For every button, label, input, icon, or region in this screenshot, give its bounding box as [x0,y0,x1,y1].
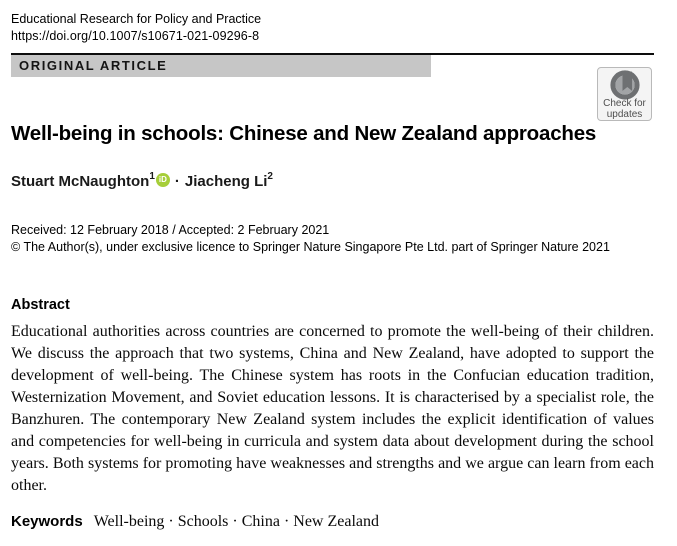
keywords-list: Well-being · Schools · China · New Zealand [93,513,379,530]
article-type-banner: ORIGINAL ARTICLE [11,55,431,77]
crossmark-icon [610,70,640,100]
check-for-updates-label: Check for updates [603,98,646,120]
check-for-updates-badge[interactable] [597,67,652,121]
article-meta [11,222,653,256]
received-accepted-line: Received: 12 February 2018 / Accepted: 2 February 2021 [11,223,330,237]
abstract-text: Educational authorities across countries are concerned to promote the well-being of their children. We discuss the approach that two systems, China and New Zealand, have adopted to support the development of well-being. The Chinese system has roots in the Confucian education tradition, Westernization Movement, and Soviet education lessons. It is characterised by a specialist role, the Banzhuren. The contemporary New Zealand system includes the explicit identification of values and competencies for well-being in curricula and system data about development during the school years. Both systems for promoting have weaknesses and strengths and we argue can learn from each other. [11,323,654,494]
journal-name: Educational Research for Policy and Practice [11,12,262,26]
authors-line [11,172,653,192]
author-1: Stuart McNaughton$^1$ [11,171,155,190]
article-title: Well-being in schools: Chinese and New Zealand approaches [11,122,597,145]
author-1-affiliation-mark: 1 [149,171,155,182]
copyright-line: © The Author(s), under exclusive licence to Springer Nature Singapore Pte Ltd. part of Springer Nature 2021 [11,240,610,254]
author-2: Jiacheng Li$^2$ [184,171,273,190]
header-rule [11,53,654,77]
journal-header [11,11,653,45]
keywords-line [11,512,653,532]
abstract-heading: Abstract [11,297,70,313]
doi-link[interactable]: https://doi.org/10.1007/s10671-021-09296-8 [11,29,260,43]
author-separator: · [174,173,180,190]
author-2-affiliation-mark: 2 [267,171,273,182]
keywords-label: Keywords [11,513,83,530]
orcid-icon[interactable]: iD [156,173,170,187]
